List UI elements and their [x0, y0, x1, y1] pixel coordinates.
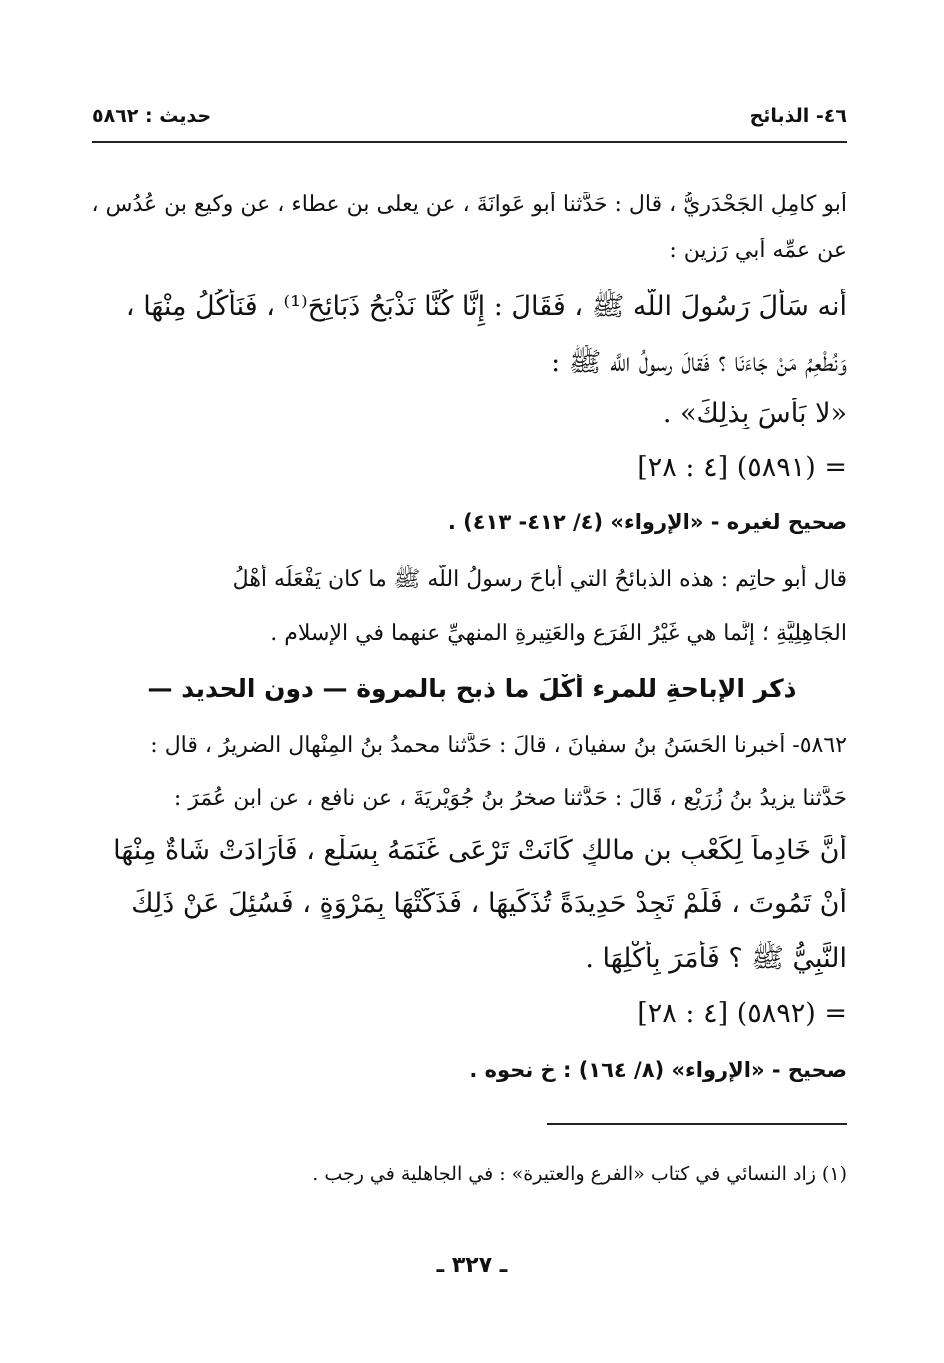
- hadith1-matn-line-3: «لا بَأْسَ بِذلِكَ» .: [662, 398, 847, 429]
- hadith2-matn-line-1: أَنَّ خَادِماً لِكَعْبِ بنِ مالكٍ كَانَتْ تَرْعَى غَنَمَهُ بِسَلْعٍ ، فَأَرَادَتْ شَاةٌ مِنْهَا: [113, 835, 847, 866]
- hadith2-isnad-line-1: ٥٨٦٢- أخبرنا الحَسَنُ بنُ سفيانَ ، قالَ : حَدَّثنا محمدُ بنُ المِنْهال الضريرُ ، قال :: [150, 733, 847, 758]
- hadith2-reference: = (٥٨٩٢) [٤ : ٢٨]: [637, 998, 847, 1029]
- hadith2-isnad-line-2: حَدَّثنا يزيدُ بنُ زُرَيْعٍ ، قَالَ : حَدَّثنا صخرُ بنُ جُوَيْرِيَةَ ، عن نافعٍ ، عن ابنِ عُمَرَ :: [173, 786, 847, 811]
- comment-line-1: قال أبو حاتِم : هذه الذبائحُ التي أباحَ رسولُ اللَّه ﷺ ما كان يَفْعَلُه أَهْلُ: [232, 567, 847, 592]
- running-header: [92, 105, 847, 143]
- hadith2-matn-line-3: النَّبِيُّ ﷺ ؟ فَأَمَرَ بِأَكْلِهَا .: [585, 943, 847, 974]
- hadith1-reference: = (٥٨٩١) [٤ : ٢٨]: [637, 452, 847, 483]
- chapter-title: ٤٦- الذبائح: [749, 105, 847, 127]
- hadith2-grade: صحيح - «الإرواء» (٨/ ١٦٤) : خ نحوه .: [469, 1058, 847, 1082]
- footnote-1: (١) زاد النسائي في كتاب «الفرع والعتيرة» : في الجاهلية في رجب .: [312, 1163, 847, 1185]
- hadith1-isnad-line-1: أبو كامِلٍ الجَحْدَرِيُّ ، قال : حَدَّثنا أبو عَوانَةَ ، عن يعلى بنِ عطاء ، عن وكيع بنِ عُدُسٍ ،: [91, 192, 847, 217]
- section-heading: ذكر الإباحةِ للمرء أَكْلَ ما ذبح بالمروة — دون الحديد —: [147, 674, 797, 703]
- hadith1-matn-line-2: وَنُطْعِمُ مَنْ جَاءَنَا ؟ فَقالَ رسولُ اللَّه ﷺ :: [551, 347, 847, 378]
- page-number: ـ ٣٢٧ ـ: [436, 1253, 508, 1278]
- comment-line-2: الجَاهِلِيَّةِ ؛ إنَّما هي غَيْرُ الفَرَعِ والعَتِيرةِ المنهيِّ عنهما في الإسلام .: [270, 621, 847, 646]
- hadith2-matn-line-2: أَنْ تَمُوتَ ، فَلَمْ تَجِدْ حَدِيدَةً تُذَكِّيهَا ، فَذَكَّتْهَا بِمَرْوَةٍ ، فَسُئِلَ عَنْ ذَلِكَ: [131, 888, 847, 919]
- hadith1-grade: صحيح لغيره - «الإرواء» (٤/ ٤١٢- ٤١٣) .: [447, 510, 847, 534]
- hadith-reference: حديث : ٥٨٦٢: [92, 105, 212, 127]
- hadith1-matn-line-1: أنه سَأَلَ رَسُولَ اللَّه ﷺ ، فَقَالَ : إِنَّا كُنَّا نَذْبَحُ ذَبَائِحَ⁽¹⁾ ، فَنَأْكُلُ مِنْهَا ،: [125, 291, 847, 322]
- hadith1-isnad-line-2: عن عمِّه أبي رَزِين :: [669, 238, 847, 263]
- footnote-separator: [547, 1123, 847, 1125]
